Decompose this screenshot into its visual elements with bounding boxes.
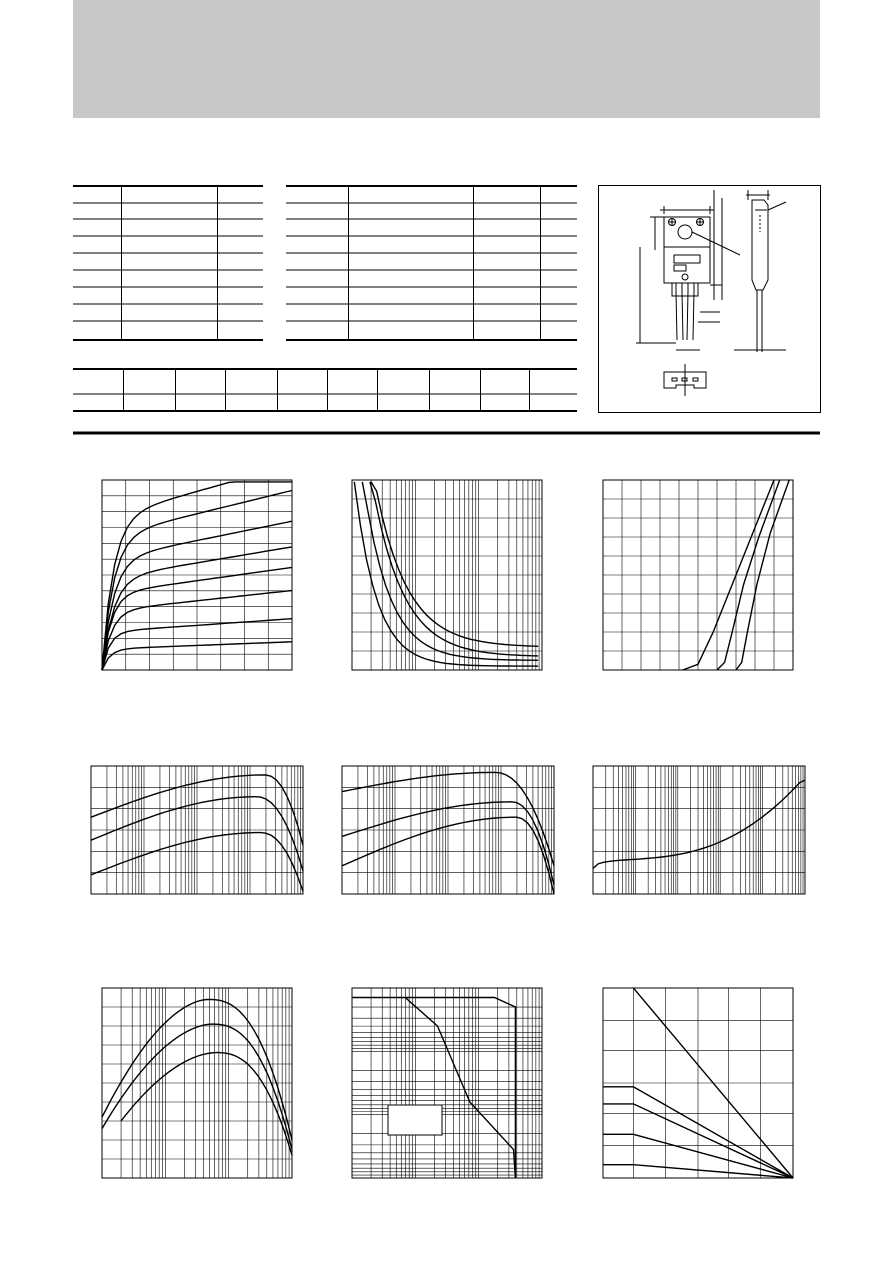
to220-package-outline-icon: [636, 190, 786, 396]
ratings-table-row: [73, 321, 263, 340]
graph-pc-ta-derating: [388, 988, 793, 1178]
ratings-table-row: [73, 253, 263, 270]
section-divider: [73, 432, 820, 435]
graph-curve: [362, 482, 538, 660]
characteristics-table-row: [286, 219, 577, 236]
graph-vce-ib: [352, 480, 542, 670]
graph-curve: [370, 482, 538, 656]
characteristics-table-row: [286, 253, 577, 270]
graph-ic-vce: [102, 480, 292, 670]
graph-curve: [102, 999, 292, 1140]
graph-hfe-ic-2: [342, 766, 554, 894]
graph-safe-operating-area: [352, 988, 542, 1178]
characteristics-table-row: [286, 321, 577, 340]
graph-curve: [593, 780, 805, 868]
characteristics-table: [286, 186, 577, 340]
graph-hfe-ic-1: [91, 766, 303, 894]
ratings-table-row: [73, 219, 263, 236]
characteristics-table-row: [286, 287, 577, 304]
graph-area: [91, 480, 805, 1178]
hfe-rank-table: [73, 369, 577, 411]
package-drawing: [599, 186, 821, 413]
graph-curve: [352, 998, 515, 1179]
legend-box: [388, 1105, 442, 1135]
graph-thermal-resistance: [593, 766, 805, 894]
graph-ic-vbe: [603, 480, 793, 670]
graph-curve: [102, 1024, 292, 1149]
graph-ft-ie: [102, 988, 292, 1178]
ratings-table: [73, 186, 263, 340]
ratings-table-row: [73, 287, 263, 304]
graph-curve: [405, 998, 515, 1179]
